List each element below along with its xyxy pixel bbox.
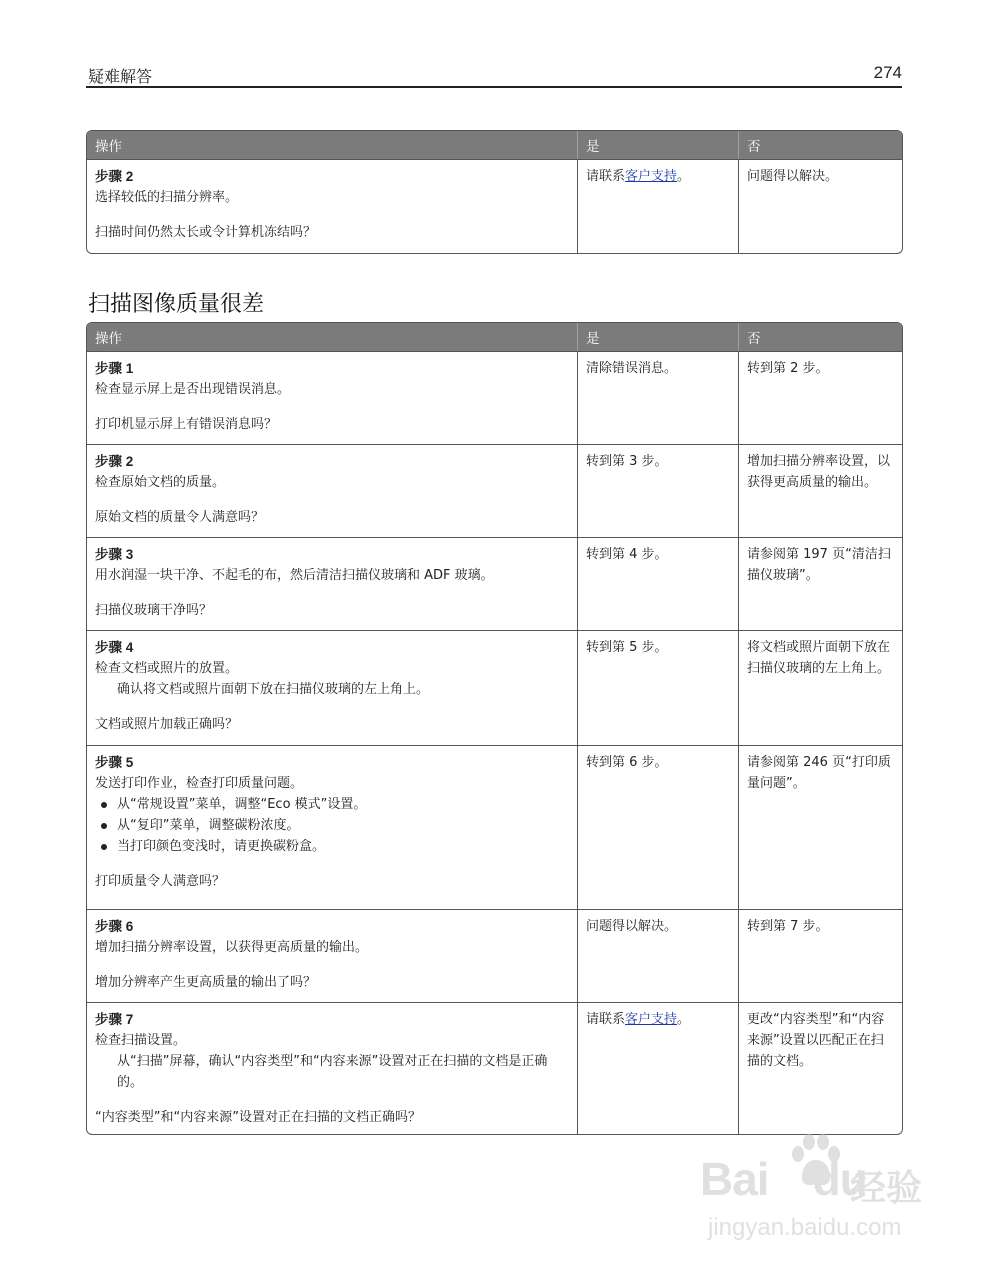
yes-suffix: 。: [677, 1012, 691, 1027]
action-cell: [87, 351, 578, 444]
step-sub-instruction: 确认将文档或照片面朝下放在扫描仪玻璃的左上角上。: [117, 682, 430, 697]
no-cell: 请参阅第 197 页“清洁扫描仪玻璃”。: [739, 537, 902, 630]
yes-prefix: 请联系: [586, 1012, 626, 1027]
table-row: [87, 159, 902, 253]
table-row: [87, 537, 902, 630]
watermark-brand-cn: 经验: [850, 1168, 923, 1209]
table-header-row: [87, 323, 902, 351]
section-title: 扫描图像质量很差: [88, 292, 265, 317]
step-question: 扫描仪玻璃干净吗？: [95, 603, 213, 618]
no-cell: 请参阅第 246 页“打印质量问题”。: [739, 745, 902, 909]
step-title: 步骤 4: [95, 640, 134, 655]
list-item: 从“复印”菜单，调整碳粉浓度。: [95, 815, 569, 836]
step-question: 打印质量令人满意吗？: [95, 874, 226, 889]
step-question: 文档或照片加载正确吗？: [95, 717, 239, 732]
page-header: [86, 62, 902, 88]
no-cell: 转到第 7 步。: [739, 909, 902, 1002]
col-no-header: 否: [739, 323, 902, 351]
step-question: “内容类型”和“内容来源”设置对正在扫描的文档正确吗？: [95, 1110, 421, 1125]
bullet-list: [95, 794, 569, 857]
troubleshoot-table-2: [86, 322, 903, 1135]
yes-cell: [578, 1002, 739, 1134]
troubleshoot-table-1: [86, 130, 903, 254]
no-cell: 转到第 2 步。: [739, 351, 902, 444]
step-question: 打印机显示屏上有错误消息吗？: [95, 417, 278, 432]
step-title: 步骤 1: [95, 361, 134, 376]
step-desc: 检查文档或照片的放置。: [95, 661, 239, 676]
step-title: 步骤 2: [95, 169, 134, 184]
step-desc: 发送打印作业，检查打印质量问题。: [95, 776, 304, 791]
yes-cell: 转到第 5 步。: [578, 630, 739, 745]
col-no-header: 否: [739, 131, 902, 159]
no-cell: 将文档或照片面朝下放在扫描仪玻璃的左上角上。: [739, 630, 902, 745]
baidu-jingyan-watermark: [700, 1130, 950, 1250]
yes-cell: [578, 159, 739, 253]
step-sub-instruction: 从“扫描”屏幕，确认“内容类型”和“内容来源”设置对正在扫描的文档是正确的。: [117, 1054, 548, 1090]
customer-support-link[interactable]: 客户支持: [625, 169, 678, 184]
action-cell: [87, 159, 578, 253]
action-cell: [87, 1002, 578, 1134]
step-title: 步骤 7: [95, 1012, 134, 1027]
step-desc: 增加扫描分辨率设置，以获得更高质量的输出。: [95, 940, 369, 955]
table-header-row: [87, 131, 902, 159]
col-action-header: 操作: [87, 323, 578, 351]
step-question: 原始文档的质量令人满意吗？: [95, 510, 265, 525]
watermark-url: jingyan.baidu.com: [708, 1214, 902, 1241]
step-question: 扫描时间仍然太长或令计算机冻结吗？: [95, 225, 317, 240]
action-cell: [87, 630, 578, 745]
col-yes-header: 是: [578, 323, 739, 351]
yes-cell: 转到第 4 步。: [578, 537, 739, 630]
step-title: 步骤 6: [95, 919, 134, 934]
step-title: 步骤 5: [95, 755, 134, 770]
no-cell: 增加扫描分辨率设置，以获得更高质量的输出。: [739, 444, 902, 537]
action-cell: [87, 444, 578, 537]
yes-prefix: 请联系: [586, 169, 626, 184]
step-title: 步骤 3: [95, 547, 134, 562]
page-number: 274: [873, 63, 902, 82]
col-yes-header: 是: [578, 131, 739, 159]
table-row: [87, 630, 902, 745]
step-title: 步骤 2: [95, 454, 134, 469]
step-desc: 检查原始文档的质量。: [95, 475, 226, 490]
col-action-header: 操作: [87, 131, 578, 159]
no-cell: 问题得以解决。: [739, 159, 902, 253]
yes-suffix: 。: [677, 169, 691, 184]
step-desc: 检查扫描设置。: [95, 1033, 187, 1048]
table-row: [87, 909, 902, 1002]
step-desc: 检查显示屏上是否出现错误消息。: [95, 382, 291, 397]
table-row: [87, 351, 902, 444]
step-desc: 选择较低的扫描分辨率。: [95, 190, 239, 205]
table-row: [87, 444, 902, 537]
no-cell: 更改“内容类型”和“内容来源”设置以匹配正在扫描的文档。: [739, 1002, 902, 1134]
action-cell: [87, 745, 578, 909]
list-item: 当打印颜色变浅时，请更换碳粉盒。: [95, 836, 569, 857]
watermark-brand: Bai du: [700, 1153, 867, 1205]
yes-cell: 清除错误消息。: [578, 351, 739, 444]
table-row: [87, 745, 902, 909]
yes-cell: 转到第 6 步。: [578, 745, 739, 909]
action-cell: [87, 909, 578, 1002]
customer-support-link[interactable]: 客户支持: [625, 1012, 678, 1027]
yes-cell: 转到第 3 步。: [578, 444, 739, 537]
action-cell: [87, 537, 578, 630]
step-desc: 用水润湿一块干净、不起毛的布，然后清洁扫描仪玻璃和 ADF 玻璃。: [95, 568, 494, 583]
table-row: [87, 1002, 902, 1134]
yes-cell: 问题得以解决。: [578, 909, 739, 1002]
list-item: 从“常规设置”菜单，调整“Eco 模式”设置。: [95, 794, 569, 815]
section-name: 疑难解答: [88, 67, 153, 86]
step-question: 增加分辨率产生更高质量的输出了吗？: [95, 975, 317, 990]
